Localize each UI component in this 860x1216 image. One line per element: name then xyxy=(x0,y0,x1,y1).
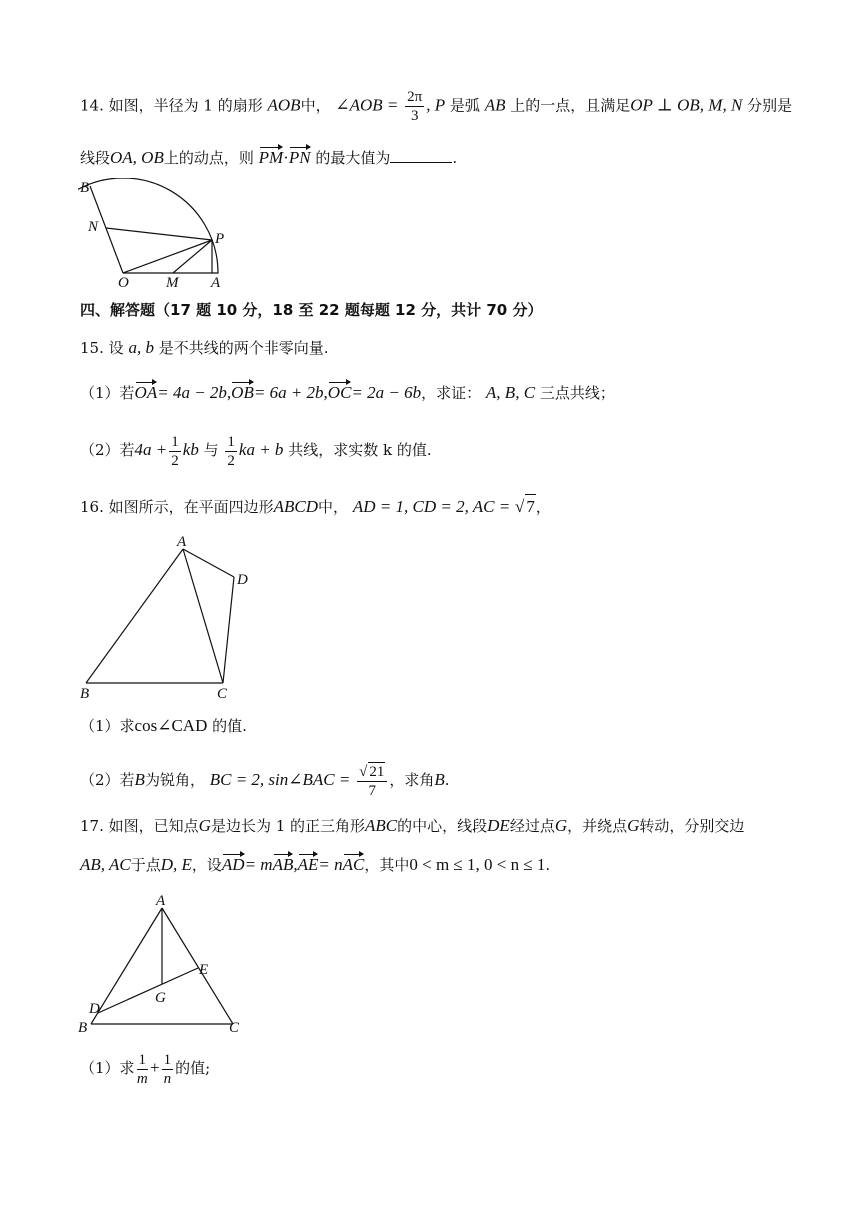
segment-MP xyxy=(173,240,212,273)
math: AOB xyxy=(267,95,301,115)
math: G xyxy=(198,816,211,835)
text: ，求角 xyxy=(389,771,435,789)
q14-line1 xyxy=(80,88,792,125)
vector: AD xyxy=(222,853,245,877)
segment-DC xyxy=(223,577,234,683)
text: 的中心，线段 xyxy=(397,817,488,835)
math: kb xyxy=(182,440,199,459)
segment-AB xyxy=(86,549,183,683)
vector: OC xyxy=(328,381,352,405)
math: , xyxy=(293,855,298,874)
label-D: D xyxy=(237,572,248,588)
label-B: B xyxy=(78,1020,88,1036)
text: 如图，半径为 1 的扇形 xyxy=(108,96,263,115)
text: ， xyxy=(535,498,551,516)
math: G xyxy=(627,816,640,835)
denominator: 2 xyxy=(227,452,235,469)
question-number: 17. xyxy=(80,817,104,835)
vector: AC xyxy=(343,853,365,877)
part-label: （1）求 xyxy=(80,717,135,735)
text: 如图所示，在平面四边形 xyxy=(108,498,274,516)
math: DE xyxy=(487,816,510,835)
text: . xyxy=(444,771,450,789)
label-C: C xyxy=(217,686,228,702)
math: ABCD xyxy=(273,497,319,516)
math: AB xyxy=(484,95,506,115)
numerator xyxy=(357,762,387,782)
part-label: （2）若 xyxy=(80,441,135,459)
text: 线段 xyxy=(80,149,111,167)
segment-AC xyxy=(162,908,233,1024)
vector: PM xyxy=(259,146,284,170)
q17-line1 xyxy=(80,814,744,838)
math: OP ⊥ OB, M, N xyxy=(630,95,743,115)
question-number: 16. xyxy=(80,498,104,516)
denominator: 2 xyxy=(171,452,179,469)
math: ABC xyxy=(365,816,398,835)
math: = 6a + 2b, xyxy=(253,383,328,402)
numerator: 1 xyxy=(138,1051,147,1068)
text: . xyxy=(452,149,458,167)
text: . xyxy=(545,856,551,874)
denominator: n xyxy=(163,1070,172,1087)
part-label: （1）求 xyxy=(80,1059,135,1077)
label-C: C xyxy=(229,1020,240,1036)
math: OA, OB xyxy=(110,148,164,167)
label-G: G xyxy=(155,990,166,1006)
q15-line1 xyxy=(80,336,329,360)
label-O: O xyxy=(118,275,129,290)
math: = m xyxy=(244,855,273,874)
text: 与 xyxy=(203,441,219,459)
part-label: （1）若 xyxy=(80,384,135,402)
segment-OP xyxy=(123,240,212,273)
question-number: 15. xyxy=(80,339,104,357)
label-E: E xyxy=(199,962,209,978)
label-P: P xyxy=(215,231,225,247)
fraction xyxy=(357,762,387,800)
math: = n xyxy=(318,855,343,874)
sqrt-value: 7 xyxy=(525,494,536,519)
text: 转动，分别交边 xyxy=(639,817,745,835)
text: 设 xyxy=(108,339,124,357)
q16-part2 xyxy=(80,760,450,800)
denominator: 7 xyxy=(368,783,376,799)
text: 如图，已知点 xyxy=(108,817,199,835)
math: 0 < m ≤ 1, 0 < n ≤ 1 xyxy=(409,855,546,874)
denominator: 3 xyxy=(410,108,419,124)
numerator: 2π xyxy=(407,89,423,105)
vector: PN xyxy=(289,146,311,170)
q17-line2 xyxy=(80,853,550,877)
text: 的值; xyxy=(175,1059,211,1077)
text: 三点共线； xyxy=(539,384,615,402)
math: , P xyxy=(426,95,446,115)
math: B xyxy=(434,770,445,789)
text: ，其中 xyxy=(364,856,410,874)
sector-figure xyxy=(78,178,238,290)
fraction xyxy=(169,433,181,470)
text: 共线，求实数 k 的值. xyxy=(288,441,432,459)
q15-part1 xyxy=(80,381,615,405)
text: 是弧 xyxy=(449,96,480,115)
segment-AC xyxy=(183,549,223,683)
q16-line1 xyxy=(80,494,551,519)
text: 的值. xyxy=(212,717,247,735)
label-A: A xyxy=(177,534,187,550)
label-D: D xyxy=(89,1001,100,1017)
text: 上的一点，且满足 xyxy=(510,96,631,115)
text: 中， xyxy=(300,96,331,115)
segment-NP xyxy=(106,228,212,240)
text: 中， xyxy=(318,498,349,516)
sqrt-symbol: √ xyxy=(514,497,525,516)
math: = 4a − 2b, xyxy=(157,383,232,402)
question-number: 14. xyxy=(80,96,104,115)
text: 的最大值为 xyxy=(315,149,391,167)
math: AB, AC xyxy=(80,855,131,874)
label-B: B xyxy=(80,686,90,702)
math: cos∠CAD xyxy=(134,716,208,735)
numerator: 1 xyxy=(163,1051,172,1068)
vector: OB xyxy=(231,381,254,405)
text: ，设 xyxy=(191,856,222,874)
text: 上的动点，则 xyxy=(163,149,254,167)
math: BC = 2, sin∠BAC = xyxy=(209,770,351,789)
math: + xyxy=(150,1058,160,1077)
text: 为锐角， xyxy=(144,771,205,789)
text: ，求证： xyxy=(421,384,482,402)
math: a, b xyxy=(128,338,154,357)
math: B xyxy=(134,770,145,789)
segment-AB xyxy=(91,908,162,1024)
text: 经过点 xyxy=(509,817,555,835)
math: G xyxy=(554,816,568,835)
q14-line2 xyxy=(80,146,457,170)
vector: OA xyxy=(135,381,158,405)
part-label: （2）若 xyxy=(80,771,135,789)
q15-part2 xyxy=(80,430,432,470)
vector: AB xyxy=(273,853,294,877)
vector: AE xyxy=(298,853,319,877)
text: 是不共线的两个非零向量. xyxy=(158,339,329,357)
math: ∠AOB = xyxy=(335,95,399,115)
label-M: M xyxy=(166,275,179,290)
sqrt-symbol: √ xyxy=(359,764,368,780)
math: D, E xyxy=(160,855,192,874)
math: AD = 1, CD = 2, AC = xyxy=(352,497,511,516)
math: A, B, C xyxy=(485,383,536,402)
denominator: m xyxy=(136,1070,148,1087)
text: 分别是 xyxy=(747,96,793,115)
quadrilateral-figure xyxy=(76,532,256,702)
label-B: B xyxy=(80,180,90,196)
fraction xyxy=(225,433,237,470)
q17-part1 xyxy=(80,1048,210,1088)
section-heading: 四、解答题（17 题 10 分，18 至 22 题每题 12 分，共计 70 分） xyxy=(80,301,543,319)
fraction xyxy=(137,1051,149,1088)
text: 是边长为 1 的正三角形 xyxy=(210,817,366,835)
q16-part1 xyxy=(80,714,247,738)
math: 4a + xyxy=(134,440,168,459)
math: · xyxy=(283,148,289,167)
text: 于点 xyxy=(130,856,161,874)
numerator: 1 xyxy=(171,433,179,450)
math: = 2a − 6b xyxy=(351,383,422,402)
segment-DE xyxy=(98,968,198,1013)
label-N: N xyxy=(88,219,99,235)
text: ，并绕点 xyxy=(567,817,628,835)
sqrt-value: 21 xyxy=(369,764,385,780)
fraction xyxy=(162,1051,174,1088)
fraction xyxy=(405,88,424,125)
label-A: A xyxy=(211,275,221,290)
answer-blank xyxy=(390,148,452,163)
numerator: 1 xyxy=(227,433,235,450)
math: ka + b xyxy=(238,440,284,459)
label-A: A xyxy=(156,893,166,909)
triangle-figure xyxy=(76,892,256,1042)
sector-arc xyxy=(78,178,218,273)
